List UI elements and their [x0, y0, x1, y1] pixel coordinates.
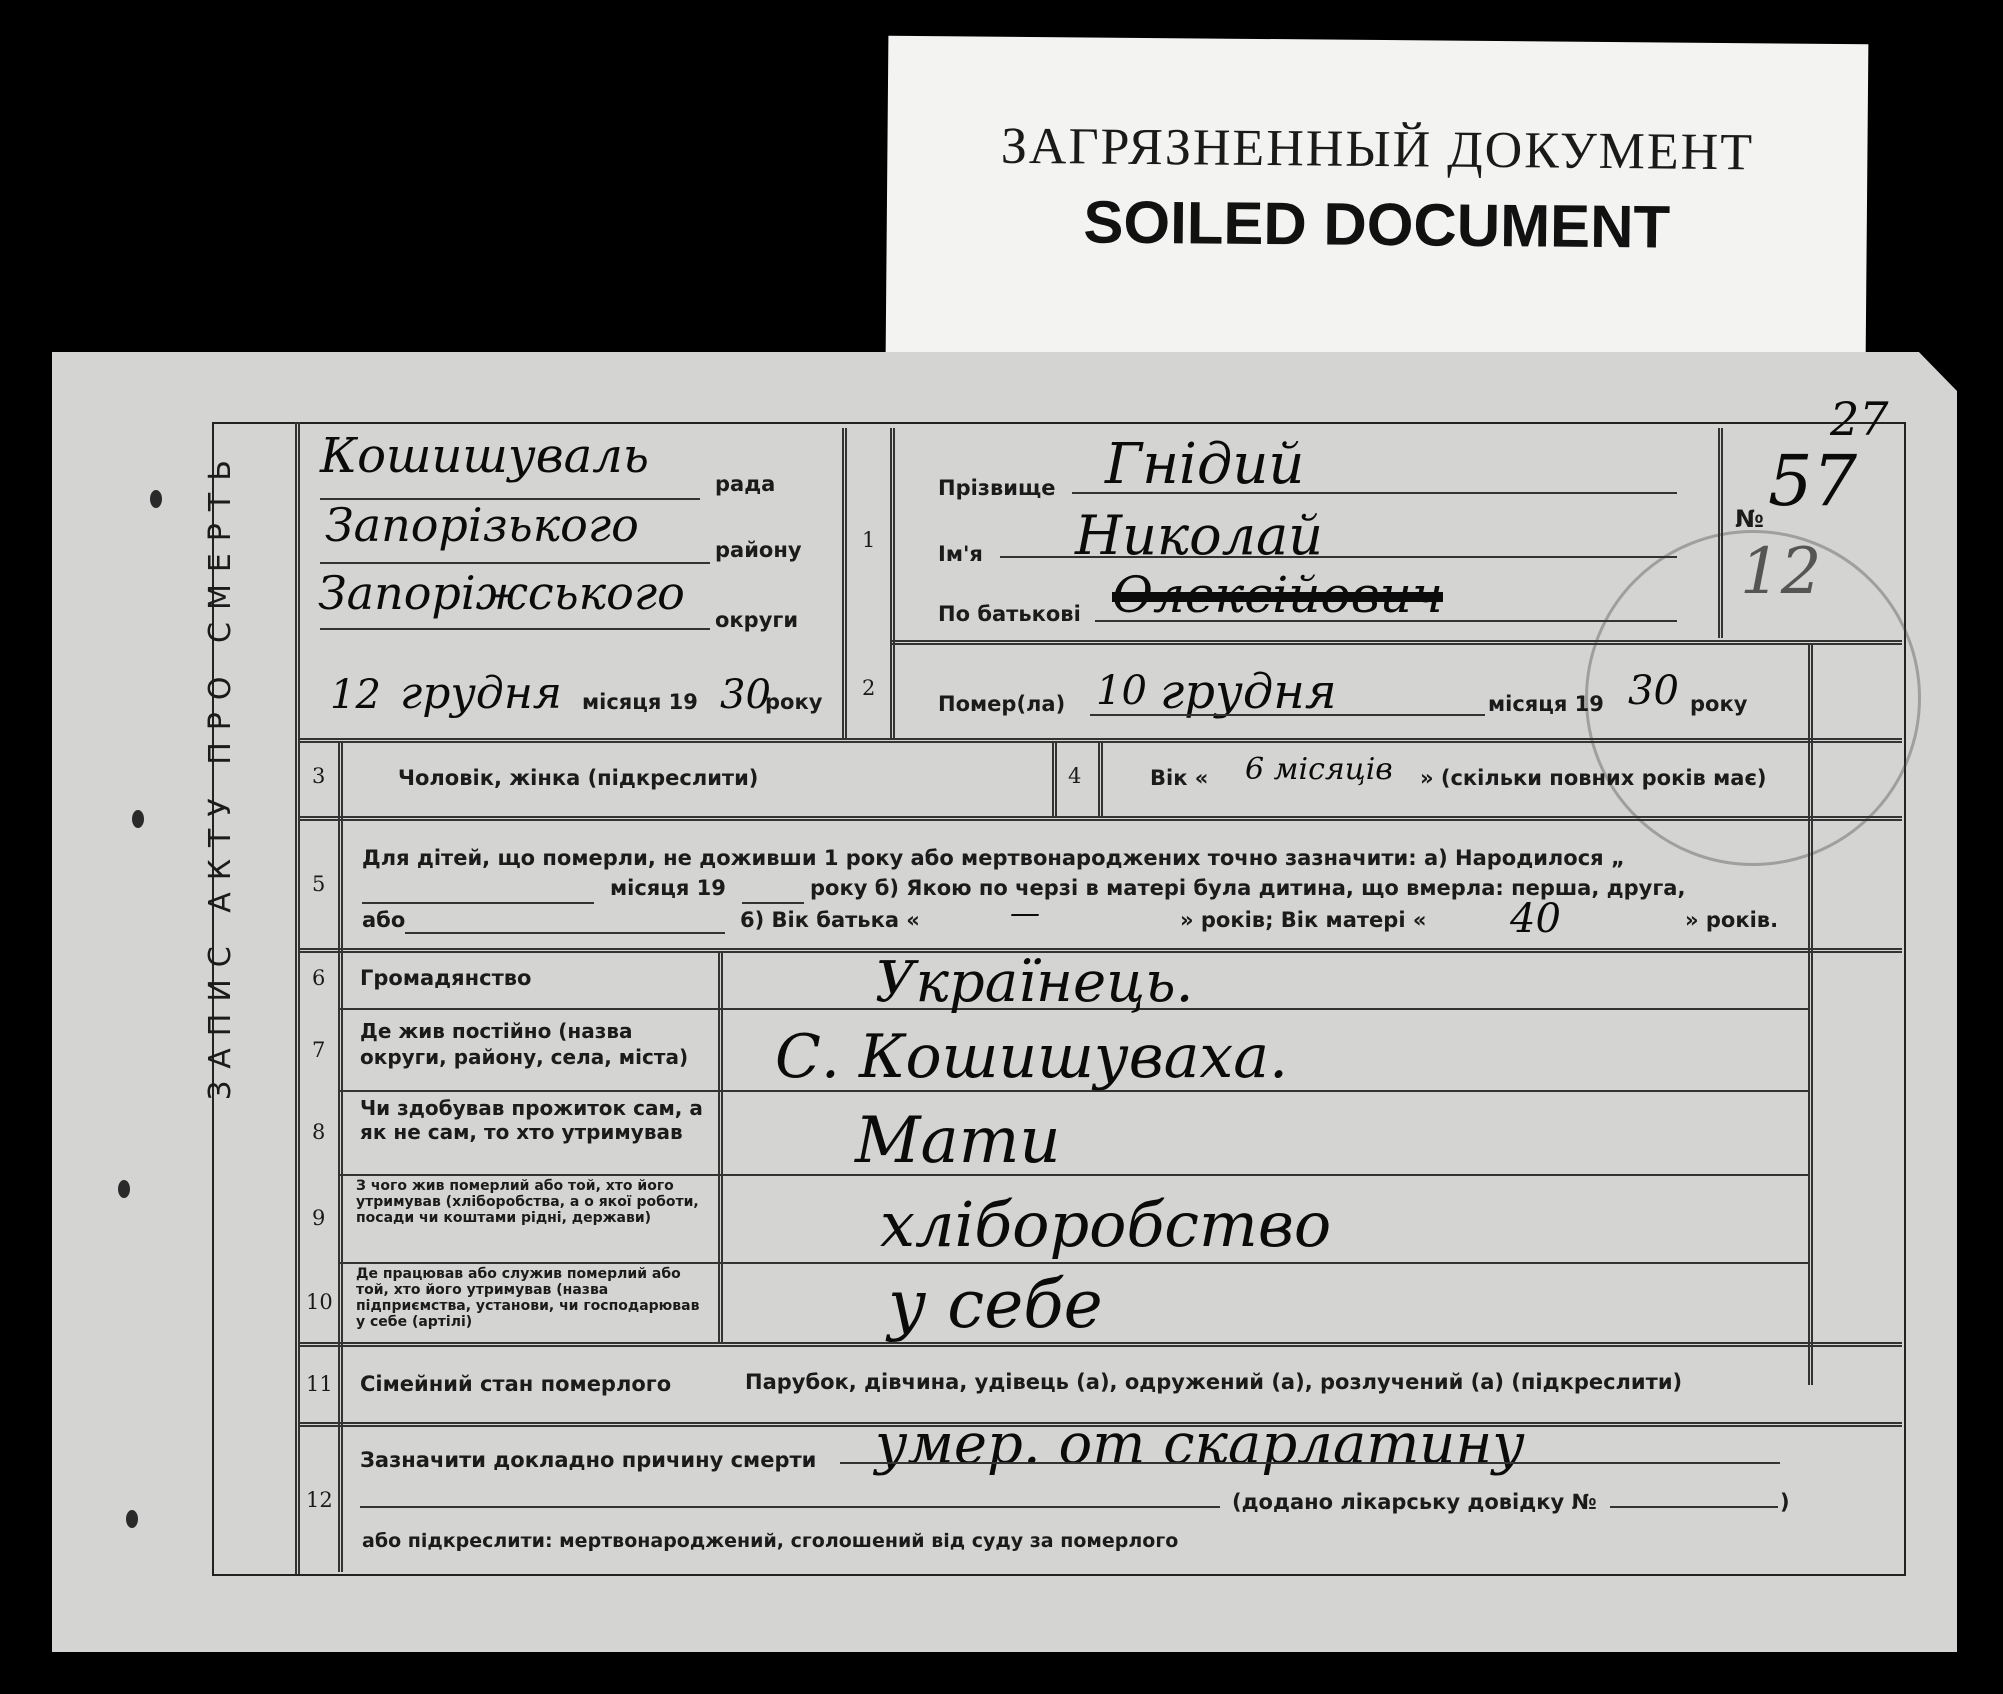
row-number: 1	[862, 528, 876, 552]
cause-label: Зазначити докладно причину смерти	[360, 1448, 817, 1472]
citizenship-value: Українець.	[875, 950, 1194, 1015]
underline	[1000, 556, 1677, 558]
row-number: 3	[312, 764, 326, 788]
age-label: Вік «	[1150, 766, 1209, 790]
corner-number-value: 57	[1768, 440, 1858, 522]
name-label: Ім'я	[938, 542, 983, 566]
residence-value: С. Кошишуваха.	[775, 1022, 1289, 1092]
underline	[1610, 1506, 1778, 1508]
underline	[742, 902, 804, 904]
soiled-document-label	[886, 36, 1869, 365]
underline	[360, 1506, 1220, 1508]
certificate-note-end: )	[1780, 1490, 1790, 1514]
citizenship-label: Громадянство	[360, 966, 532, 990]
underline	[1090, 714, 1485, 716]
rada-value: Кошишуваль	[320, 428, 649, 484]
workplace-value: у себе	[888, 1266, 1103, 1343]
grid-line	[1808, 645, 1813, 1385]
record-year-label: року	[765, 690, 823, 714]
mother-age: 40	[1510, 896, 1561, 942]
livelihood-label: Чи здобував прожиток сам, а як не сам, то хто утримував	[360, 1096, 703, 1144]
record-day: 12	[330, 672, 381, 718]
grid-line	[1098, 742, 1103, 818]
grid-line	[842, 428, 847, 738]
died-label: Помер(ла)	[938, 692, 1066, 716]
row-number: 11	[306, 1372, 333, 1396]
surname-label: Прізвище	[938, 476, 1056, 500]
certificate-note: (додано лікарську довідку №	[1232, 1490, 1597, 1514]
row-number: 5	[312, 872, 326, 896]
surname-value: Гнідий	[1105, 432, 1305, 497]
okruha-value: Запоріжського	[318, 566, 685, 620]
died-year-label: року	[1690, 692, 1748, 716]
died-year: 30	[1628, 668, 1679, 714]
cause-footer: або підкреслити: мертвонароджений, сголошений від суду за померлого	[362, 1530, 1179, 1552]
row-number: 2	[862, 676, 876, 700]
grid-line	[1052, 742, 1057, 818]
name-value: Николай	[1075, 504, 1323, 567]
grid-line	[340, 1262, 1810, 1264]
record-year: 30	[720, 672, 771, 718]
marital-status-label: Сімейний стан померлого	[360, 1372, 672, 1396]
label-russian-text: ЗАГРЯЗНЕННЫЙ ДОКУМЕНТ	[1000, 117, 1755, 182]
corner-number-second: 12	[1740, 535, 1822, 609]
age-suffix: » (скільки повних років має)	[1420, 766, 1767, 790]
livelihood-value: Мати	[855, 1104, 1061, 1178]
punch-hole	[132, 810, 144, 828]
workplace-label: Де працював або служив померлий або той, хто його утримував (назва підприємства, установи, чи господарював у себе (артілі)	[356, 1266, 700, 1330]
infant-line-3d: » років.	[1685, 908, 1779, 932]
row-number: 4	[1068, 764, 1082, 788]
grid-line	[718, 952, 723, 1342]
punch-hole	[150, 490, 162, 508]
grid-line	[338, 742, 343, 1572]
row-number: 8	[312, 1120, 326, 1144]
raion-value: Запорізького	[325, 498, 639, 552]
underline	[1072, 492, 1677, 494]
father-age: —	[1010, 896, 1040, 931]
grid-line	[295, 422, 300, 1574]
row-number: 12	[306, 1488, 333, 1512]
punch-hole	[118, 1180, 130, 1198]
okruha-label: округи	[715, 608, 799, 632]
died-month-label: місяця 19	[1488, 692, 1604, 716]
grid-line	[890, 640, 1902, 645]
row-number: 10	[306, 1290, 333, 1314]
row-number: 9	[312, 1206, 326, 1230]
infant-line-3b: 6) Вік батька «	[740, 908, 920, 932]
income-source-label: З чого жив померлий або той, хто його утримував (хліборобства, а о якої роботи, посади чи коштами рідні, держави)	[356, 1178, 699, 1226]
died-month: грудня	[1160, 664, 1337, 720]
underline	[362, 902, 594, 904]
underline	[840, 1462, 1780, 1464]
patronymic-label: По батькові	[938, 602, 1081, 626]
grid-line	[890, 428, 895, 738]
record-month-label: місяця 19	[582, 690, 698, 714]
infant-line-1: Для дітей, що померли, не доживши 1 року або мертвонароджених точно зазначити: а) Народилося „	[362, 846, 1625, 870]
punch-hole	[126, 1510, 138, 1528]
form-side-title: ЗАПИС АКТУ ПРО СМЕРТЬ	[203, 448, 238, 1100]
cause-value: умер. от скарлатину	[875, 1412, 1525, 1477]
rada-label: рада	[715, 472, 776, 496]
infant-line-2a: місяця 19	[610, 876, 726, 900]
infant-line-3a: або	[362, 908, 406, 932]
died-day: 10	[1096, 668, 1147, 714]
grid-line	[1718, 428, 1723, 638]
infant-line-3c: » років; Вік матері «	[1180, 908, 1427, 932]
raion-label: району	[715, 538, 802, 562]
label-english-text: SOILED DOCUMENT	[1083, 188, 1671, 261]
underline	[1095, 620, 1677, 622]
row-number: 7	[312, 1038, 326, 1062]
sex-label: Чоловік, жінка (підкреслити)	[398, 766, 759, 790]
corner-number-top: 27	[1830, 392, 1889, 446]
underline	[405, 932, 725, 934]
underline	[320, 562, 710, 564]
age-value: 6 місяців	[1245, 752, 1393, 787]
record-month: грудня	[400, 668, 562, 719]
income-source-value: хліборобство	[880, 1188, 1332, 1261]
patronymic-value-struck: Олексійович	[1112, 566, 1443, 624]
underline	[320, 628, 710, 630]
marital-status-options: Парубок, дівчина, удівець (а), одружений (а), розлучений (а) (підкреслити)	[745, 1370, 1683, 1394]
grid-line	[340, 1174, 1810, 1176]
corner-number-label: №	[1735, 505, 1764, 533]
row-number: 6	[312, 966, 326, 990]
residence-label: Де жив постійно (назва округи, району, села, міста)	[360, 1019, 689, 1069]
infant-line-2b: року б) Якою по черзі в матері була дитина, що вмерла: перша, друга,	[810, 876, 1686, 900]
